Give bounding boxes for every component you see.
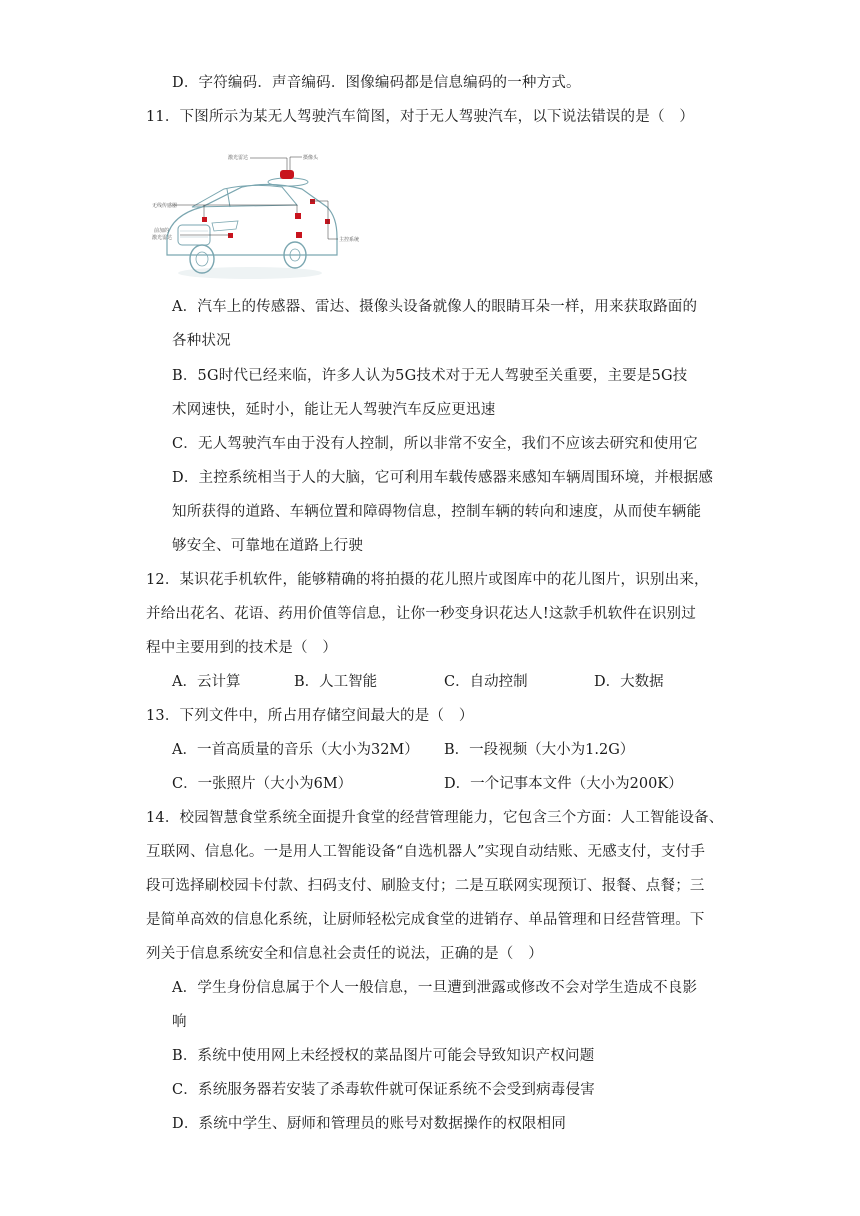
q13-option-d: D．一个记事本文件（大小为200K） (444, 776, 683, 792)
q11-option-d-line1: D．主控系统相当于人的大脑，它可利用车载传感器来感知车辆周围环境，并根据感 (172, 470, 714, 486)
q14-stem-line1: 14．校园智慧食堂系统全面提升食堂的经营管理能力，它包含三个方面：人工智能设备、 (146, 810, 724, 826)
car-diagram (150, 137, 360, 287)
q11-option-b-line1: B．5G时代已经来临，许多人认为5G技术对于无人驾驶至关重要，主要是5G技 (172, 368, 688, 384)
q12-option-d: D．大数据 (594, 674, 664, 690)
label-front-radar: 前加的 (154, 228, 170, 234)
label-laser-radar: 激光雷达 (228, 155, 249, 161)
q14-option-a-line2: 响 (172, 1014, 187, 1030)
label-wireless-sensor: 无线传感器 (152, 203, 178, 209)
q10-option-d: D．字符编码．声音编码．图像编码都是信息编码的一种方式。 (172, 75, 581, 91)
q14-option-a-line1: A．学生身份信息属于个人一般信息，一旦遭到泄露或修改不会对学生造成不良影 (172, 980, 698, 996)
q14-stem-line5: 列关于信息系统安全和信息社会责任的说法，正确的是（ ） (146, 946, 543, 962)
q12-stem-line1: 12．某识花手机软件，能够精确的将拍摄的花儿照片或图库中的花儿图片，识别出来， (146, 572, 709, 588)
label-camera: 摄像头 (303, 155, 319, 161)
q14-option-c: C．系统服务器若安装了杀毒软件就可保证系统不会受到病毒侵害 (172, 1082, 595, 1098)
q14-option-b: B．系统中使用网上未经授权的菜品图片可能会导致知识产权问题 (172, 1048, 595, 1064)
q14-stem-line4: 是简单高效的信息化系统，让厨师轻松完成食堂的进销存、单品管理和日经营管理。下 (146, 912, 705, 928)
q11-option-c: C．无人驾驶汽车由于没有人控制，所以非常不安全，我们不应该去研究和使用它 (172, 436, 698, 452)
q11-option-b-line2: 术网速快，延时小，能让无人驾驶汽车反应更迅速 (172, 402, 496, 418)
q11-option-d-line2: 知所获得的道路、车辆位置和障碍物信息，控制车辆的转向和速度，从而使车辆能 (172, 504, 702, 520)
q12-option-b: B．人工智能 (294, 674, 378, 690)
label-front-radar-2: 激光雷达 (152, 235, 173, 241)
q13-option-b: B．一段视频（大小为1.2G） (444, 742, 635, 758)
q11-option-a-line1: A．汽车上的传感器、雷达、摄像头设备就像人的眼睛耳朵一样，用来获取路面的 (172, 299, 698, 315)
q13-stem: 13．下列文件中，所占用存储空间最大的是（ ） (146, 708, 474, 724)
q11-option-d-line3: 够安全、可靠地在道路上行驶 (172, 538, 364, 554)
q14-stem-line2: 互联网、信息化。一是用人工智能设备“自选机器人”实现自动结账、无感支付，支付手 (146, 844, 706, 860)
q14-stem-line3: 段可选择刷校园卡付款、扫码支付、刷脸支付；二是互联网实现预订、报餐、点餐；三 (146, 878, 705, 894)
q11-option-a-line2: 各种状况 (172, 333, 231, 349)
q12-option-c: C．自动控制 (444, 674, 528, 690)
driverless-car-figure (150, 137, 360, 287)
label-control-system: 主控系统 (339, 237, 360, 243)
q11-stem: 11．下图所示为某无人驾驶汽车简图，对于无人驾驶汽车，以下说法错误的是（ ） (146, 109, 695, 125)
q13-option-a: A．一首高质量的音乐（大小为32M） (172, 742, 419, 758)
q12-stem-line2: 并给出花名、花语、药用价值等信息，让你一秒变身识花达人!这款手机软件在识别过 (146, 606, 696, 622)
q12-option-a: A．云计算 (172, 674, 241, 690)
q13-option-c: C．一张照片（大小为6M） (172, 776, 353, 792)
q12-stem-line3: 程中主要用到的技术是（ ） (146, 640, 338, 656)
q14-option-d: D．系统中学生、厨师和管理员的账号对数据操作的权限相同 (172, 1116, 567, 1132)
